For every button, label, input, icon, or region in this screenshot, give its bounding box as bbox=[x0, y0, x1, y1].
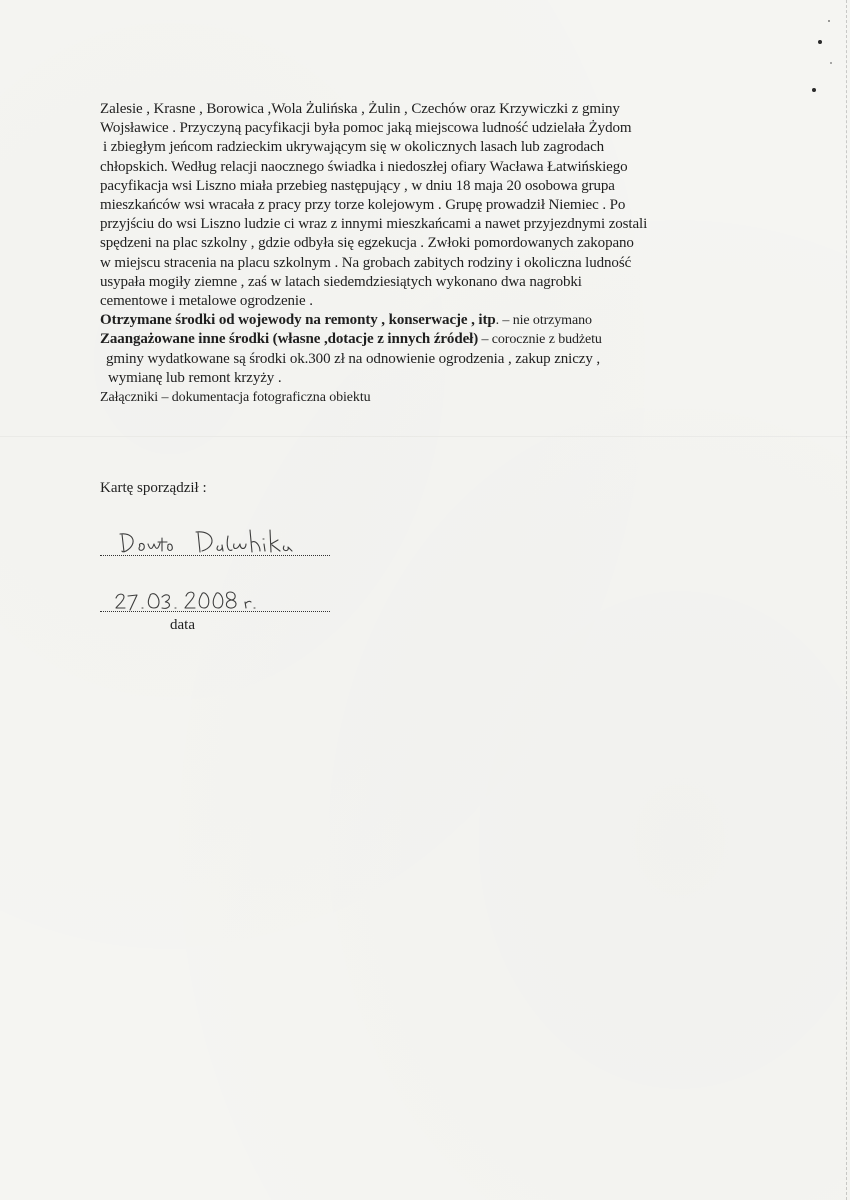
body-line: w miejscu stracenia na placu szkolnym . Na grobach zabitych rodziny i okoliczna ludność bbox=[100, 254, 632, 271]
other-funds-line bbox=[100, 330, 740, 349]
signature-line bbox=[100, 516, 330, 556]
document-body bbox=[100, 100, 740, 407]
scan-speck bbox=[812, 88, 816, 92]
body-line: gminy wydatkowane są środki ok.300 zł na odnowienie ogrodzenia , zakup zniczy , bbox=[106, 350, 601, 367]
funds-value: . – nie otrzymano bbox=[495, 313, 592, 329]
body-line: pacyfikacja wsi Liszno miała przebieg następujący , w dniu 18 maja 20 osobowa grupa bbox=[100, 177, 615, 194]
scan-fold-line bbox=[0, 436, 850, 437]
handwritten-signature bbox=[100, 516, 330, 556]
body-line: spędzeni na plac szkolny , gdzie odbyła się egzekucja . Zwłoki pomordowanych zakopano bbox=[100, 235, 634, 252]
body-line: cementowe i metalowe ogrodzenie . bbox=[100, 293, 313, 310]
funds-label: Otrzymane środki od wojewody na remonty , konserwacje , itp bbox=[100, 312, 496, 329]
prepared-by-label: Kartę sporządził : bbox=[100, 480, 207, 496]
scan-edge bbox=[845, 0, 847, 1200]
handwritten-date bbox=[100, 572, 330, 612]
date-label: data bbox=[170, 617, 195, 633]
scan-speck bbox=[828, 20, 830, 22]
date-line bbox=[100, 572, 330, 612]
body-line: wymianę lub remont krzyży . bbox=[108, 369, 282, 386]
date-dotted-line bbox=[100, 611, 330, 612]
body-line: i zbiegłym jeńcom radzieckim ukrywającym się w okolicznych lasach lub zagrodach bbox=[103, 139, 605, 156]
body-line: przyjściu do wsi Liszno ludzie ci wraz z innymi mieszkańcami a nawet przyjezdnymi zostali bbox=[100, 216, 648, 233]
scan-speck bbox=[818, 40, 822, 44]
funds-line bbox=[100, 311, 740, 330]
body-line: usypała mogiły ziemne , zaś w latach siedemdziesiątych wykonano dwa nagrobki bbox=[100, 273, 582, 290]
signature-dotted-line bbox=[100, 555, 330, 556]
other-funds-label: Zaangażowane inne środki (własne ,dotacje z innych źródeł) bbox=[100, 331, 479, 348]
other-funds-value: – corocznie z budżetu bbox=[478, 332, 602, 348]
scan-speck bbox=[830, 62, 832, 64]
body-line: Zalesie , Krasne , Borowica ,Wola Żulińska , Żulin , Czechów oraz Krzywiczki z gminy bbox=[100, 101, 620, 117]
attachments-line: Załączniki – dokumentacja fotograficzna obiektu bbox=[100, 390, 371, 406]
body-line: chłopskich. Według relacji naocznego świadka i niedoszłej ofiary Wacława Łatwińskiego bbox=[100, 158, 628, 175]
body-line: Wojsławice . Przyczyną pacyfikacji była pomoc jaką miejscowa ludność udzielała Żydom bbox=[100, 120, 632, 137]
body-line: mieszkańców wsi wracała z pracy przy torze kolejowym . Grupę prowadził Niemiec . Po bbox=[100, 197, 626, 214]
